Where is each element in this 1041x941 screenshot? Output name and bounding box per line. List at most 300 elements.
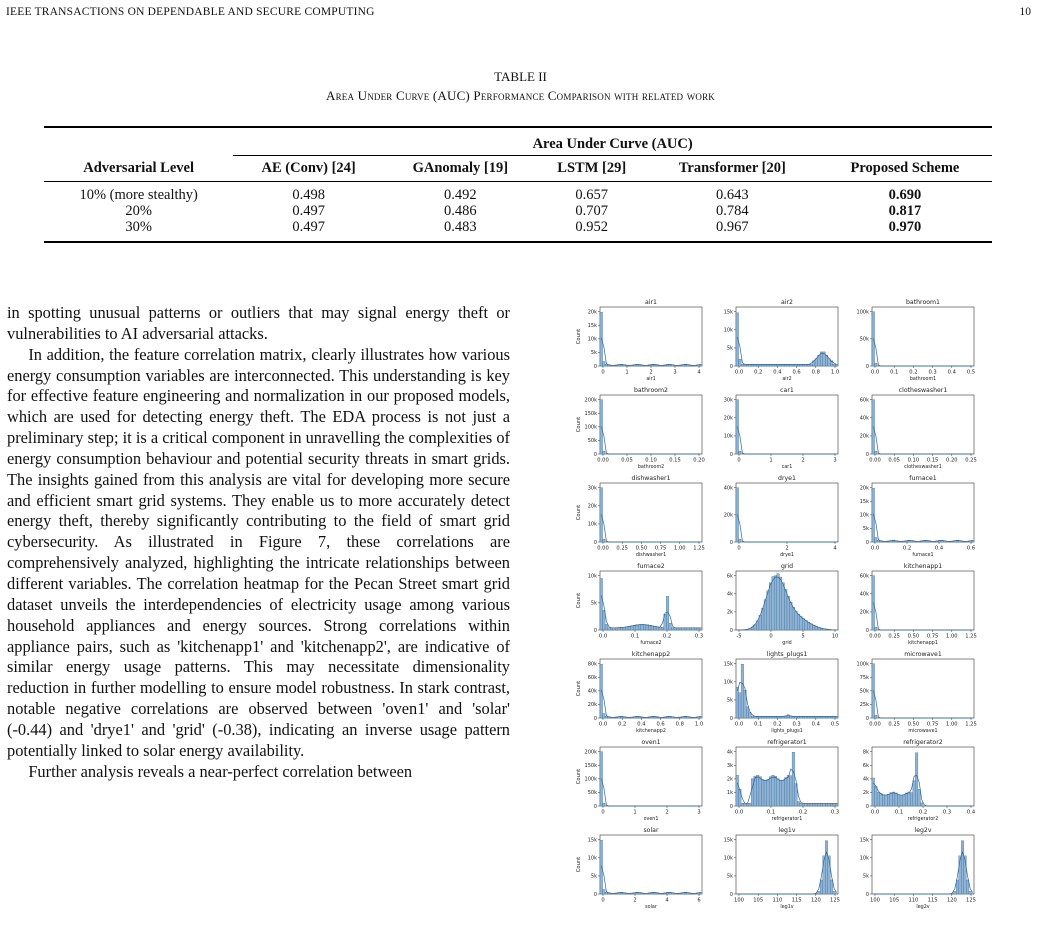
histogram-bar <box>792 607 795 630</box>
y-tick-label: 60k <box>859 397 869 404</box>
y-tick-label: 6k <box>726 573 733 580</box>
histogram-bar <box>880 793 883 806</box>
y-tick-label: 40k <box>859 591 869 598</box>
panel-title: air1 <box>645 299 657 306</box>
histogram-bar <box>782 780 785 806</box>
kde-curve <box>873 690 972 718</box>
histogram-bar <box>800 617 803 630</box>
panel-title: furnace2 <box>637 563 665 570</box>
y-axis-label: Count <box>576 680 582 697</box>
table-row <box>44 219 992 242</box>
panel-title: refrigerator1 <box>767 739 807 746</box>
histogram-bar <box>875 715 878 718</box>
table-cell: 0.690 <box>888 187 922 203</box>
histogram-bar <box>603 714 606 718</box>
x-tick-label: 115 <box>927 897 938 904</box>
x-tick-label: 1.0 <box>694 721 704 728</box>
panel-title: drye1 <box>778 475 796 482</box>
y-tick-label: 4k <box>862 776 869 783</box>
histogram-bar <box>918 789 921 806</box>
x-tick-label: 0.00 <box>597 457 609 464</box>
histogram-bar <box>605 892 608 894</box>
panel-frame <box>600 835 702 894</box>
histogram-bar <box>913 781 916 806</box>
x-tick-label: 4 <box>665 897 669 904</box>
histogram-bar <box>600 840 603 894</box>
histogram-bar <box>767 591 770 630</box>
histogram-bar <box>920 803 923 806</box>
x-axis-label: leg2v <box>916 905 930 910</box>
x-tick-label: 1 <box>633 809 637 816</box>
y-tick-label: 15k <box>859 837 869 844</box>
histogram-bar <box>833 891 836 894</box>
histogram-bar <box>892 792 895 806</box>
histogram-bar <box>600 578 603 630</box>
panel-title: kitchenapp2 <box>631 651 671 658</box>
histogram-bar <box>790 776 793 806</box>
y-tick-label: 0 <box>593 539 597 546</box>
x-tick-label: 1.00 <box>946 721 958 728</box>
x-tick-label: 0.2 <box>773 721 782 728</box>
x-tick-label: 0.2 <box>902 545 912 552</box>
histogram-bar <box>954 891 957 894</box>
y-tick-label: 1k <box>726 790 733 797</box>
y-tick-label: 30k <box>723 397 733 404</box>
x-tick-label: 4 <box>697 369 701 376</box>
x-tick-label: 2 <box>785 545 789 552</box>
x-tick-label: 0.1 <box>630 633 640 640</box>
x-tick-label: 0.0 <box>734 809 744 816</box>
histogram-bar <box>756 775 759 806</box>
histogram-bar <box>882 795 885 806</box>
histogram-bar <box>797 802 800 806</box>
histogram-bar <box>787 775 790 806</box>
histogram-bar <box>782 583 785 630</box>
x-axis-label: solar <box>645 905 657 910</box>
table-row <box>44 182 992 204</box>
histogram-bar <box>908 792 911 806</box>
histogram-bar <box>603 610 606 630</box>
y-tick-label: 20k <box>587 503 597 510</box>
column-header: Proposed Scheme <box>818 156 992 182</box>
histogram-bar <box>767 779 770 806</box>
y-tick-label: 0 <box>865 627 869 634</box>
histogram-bar <box>749 803 752 806</box>
y-tick-label: 20k <box>859 433 869 440</box>
histogram-bar <box>875 627 878 630</box>
y-tick-label: 0 <box>593 627 597 634</box>
panel-title: lights_plugs1 <box>766 651 808 658</box>
x-tick-label: 1 <box>769 457 773 464</box>
histogram-bar <box>895 793 898 806</box>
x-tick-label: 0.6 <box>966 545 976 552</box>
x-tick-label: 0 <box>601 369 605 376</box>
x-tick-label: 110 <box>772 897 783 904</box>
histogram-bar <box>633 625 636 630</box>
x-tick-label: 1.0 <box>830 369 840 376</box>
panel-title: clotheswasher1 <box>898 387 948 394</box>
x-tick-label: 110 <box>908 897 919 904</box>
histogram-bar <box>600 312 603 366</box>
x-axis-label: bathroom2 <box>637 465 665 470</box>
y-tick-label: 10k <box>859 512 869 519</box>
kde-curve <box>873 426 972 454</box>
table-cell: 0.657 <box>575 187 609 203</box>
y-tick-label: 5k <box>862 526 869 533</box>
table-label: TABLE II <box>494 69 547 84</box>
table-cell: 0.483 <box>444 219 477 235</box>
histogram-bar <box>802 619 805 630</box>
histogram-bar <box>800 803 803 806</box>
panel-title: dishwasher1 <box>631 475 671 482</box>
histogram-bar <box>741 664 744 718</box>
x-tick-label: 0.75 <box>926 721 939 728</box>
x-tick-label: 1.25 <box>693 545 705 552</box>
y-tick-label: 20k <box>587 702 597 709</box>
x-tick-label: 10 <box>831 633 839 640</box>
histogram-bar <box>603 451 606 454</box>
panel-frame <box>600 571 702 630</box>
histogram-bar <box>805 620 808 630</box>
y-tick-label: 60k <box>859 573 869 580</box>
histogram-bar <box>875 538 878 542</box>
table-cell: 0.492 <box>444 187 477 203</box>
histogram-bar <box>641 624 644 630</box>
table-cell: 0.486 <box>444 203 477 219</box>
x-tick-label: 120 <box>946 897 957 904</box>
histogram-bar <box>875 451 878 454</box>
x-tick-label: 5 <box>801 633 805 640</box>
x-tick-label: 0.25 <box>616 545 628 552</box>
y-tick-label: 15k <box>859 499 869 506</box>
histogram-bar <box>774 576 777 630</box>
y-tick-label: 20k <box>859 609 869 616</box>
kde-curve <box>601 596 700 628</box>
histogram-bar <box>661 627 664 630</box>
x-tick-label: 0 <box>769 633 773 640</box>
y-tick-label: 0 <box>865 715 869 722</box>
panel-frame <box>872 659 974 718</box>
histogram-bar <box>646 625 649 630</box>
column-header: Transformer [20] <box>647 156 818 182</box>
group-header: Area Under Curve (AUC) <box>233 127 992 156</box>
y-tick-label: 10k <box>723 679 733 686</box>
histogram-bar <box>790 602 793 630</box>
histogram-bar <box>777 779 780 806</box>
histogram-bar <box>603 362 606 366</box>
table-cell: 0.707 <box>575 203 609 219</box>
x-tick-label: 0.4 <box>811 721 820 728</box>
y-tick-label: 0 <box>729 451 733 458</box>
panel-title: car1 <box>780 387 794 394</box>
y-tick-label: 0 <box>593 803 597 810</box>
histogram-bar <box>759 777 762 806</box>
histogram-bar <box>898 795 901 806</box>
histogram-bar <box>736 687 739 718</box>
y-tick-label: 8k <box>862 749 869 756</box>
histogram-bar <box>605 624 608 630</box>
histogram-bar <box>603 890 606 894</box>
x-axis-label: oven1 <box>643 817 659 822</box>
y-axis-label: Count <box>576 856 582 873</box>
x-tick-label: 0.00 <box>869 457 881 464</box>
histogram-bar <box>810 364 813 366</box>
y-tick-label: 10k <box>723 433 733 440</box>
x-tick-label: 0.20 <box>693 457 705 464</box>
y-tick-label: 5k <box>590 350 597 357</box>
table-cell: 0.497 <box>292 219 325 235</box>
x-tick-label: 3 <box>833 457 837 464</box>
y-tick-label: 5k <box>726 873 733 880</box>
y-axis-label: Count <box>576 592 582 609</box>
y-tick-label: 0 <box>593 891 597 898</box>
x-axis-label: refrigerator2 <box>907 817 939 822</box>
x-tick-label: 0.15 <box>669 457 681 464</box>
x-tick-label: 0.20 <box>946 457 958 464</box>
table-cell: 0.952 <box>575 219 609 235</box>
kde-curve <box>601 866 700 894</box>
y-tick-label: 5k <box>726 345 733 352</box>
kde-curve <box>601 426 700 454</box>
kde-curve <box>601 778 700 806</box>
x-axis-label: air2 <box>782 377 792 382</box>
x-axis-label: refrigerator1 <box>771 817 803 822</box>
y-tick-label: 10k <box>723 327 733 334</box>
panel-title: leg2v <box>914 827 932 834</box>
histogram-bar <box>784 716 787 718</box>
x-tick-label: 0.8 <box>811 369 820 376</box>
histogram-bar <box>807 622 810 630</box>
histogram-bar <box>875 363 878 366</box>
x-tick-label: 0.05 <box>888 457 900 464</box>
y-tick-label: 0 <box>865 363 869 370</box>
panel-title: furnace1 <box>909 475 937 482</box>
y-tick-label: 25k <box>859 702 869 709</box>
x-tick-label: 100 <box>870 897 880 904</box>
y-axis-label: Count <box>576 504 582 521</box>
histogram-bar <box>969 891 972 894</box>
histogram-bar <box>833 364 836 366</box>
x-tick-label: 125 <box>830 897 840 904</box>
x-tick-label: 0.00 <box>869 721 881 728</box>
column-header: AE (Conv) [24] <box>233 156 384 182</box>
histogram-bar <box>739 693 742 718</box>
y-tick-label: 100k <box>856 661 869 668</box>
panel-title: oven1 <box>641 739 661 746</box>
x-axis-label: furnace1 <box>912 553 934 558</box>
x-tick-label: 3 <box>697 809 701 816</box>
panel-frame <box>600 747 702 806</box>
y-axis-label: Count <box>576 768 582 785</box>
table-cell: 0.643 <box>716 187 749 203</box>
x-tick-label: -5 <box>736 633 742 640</box>
x-tick-label: 0.1 <box>890 369 899 376</box>
x-tick-label: 0.5 <box>966 369 976 376</box>
y-tick-label: 10k <box>587 855 597 862</box>
histogram-bar <box>779 781 782 806</box>
x-tick-label: 0.3 <box>830 809 840 816</box>
panel-frame <box>872 307 974 366</box>
y-tick-label: 0 <box>593 451 597 458</box>
x-tick-label: 0.2 <box>909 369 918 376</box>
x-tick-label: 0.00 <box>869 633 881 640</box>
x-axis-label: grid <box>782 641 792 646</box>
x-tick-label: 0.0 <box>734 721 744 728</box>
running-header: IEEE TRANSACTIONS ON DEPENDABLE AND SECURE COMPUTING <box>6 6 375 18</box>
x-tick-label: 105 <box>753 897 764 904</box>
x-tick-label: 0.1 <box>894 809 904 816</box>
panel-title: solar <box>643 827 659 834</box>
y-tick-label: 150k <box>584 411 597 418</box>
kde-curve <box>873 338 972 366</box>
y-tick-label: 2k <box>726 609 733 616</box>
column-header: GAnomaly [19] <box>384 156 537 182</box>
histogram-bar <box>741 364 744 366</box>
y-tick-label: 15k <box>587 837 597 844</box>
x-tick-label: 0.1 <box>754 721 763 728</box>
x-axis-label: car1 <box>781 465 793 470</box>
histogram-bar <box>903 795 906 806</box>
x-tick-label: 0.3 <box>942 809 952 816</box>
y-tick-label: 150k <box>584 763 597 770</box>
y-tick-label: 40k <box>723 485 733 492</box>
y-tick-label: 10k <box>587 521 597 528</box>
y-tick-label: 20k <box>723 512 733 519</box>
panel-frame <box>872 571 974 630</box>
y-tick-label: 6k <box>862 763 869 770</box>
y-tick-label: 100k <box>584 424 597 431</box>
x-tick-label: 0.25 <box>888 633 900 640</box>
x-tick-label: 0 <box>601 897 605 904</box>
y-tick-label: 0 <box>865 803 869 810</box>
y-tick-label: 50k <box>587 790 597 797</box>
y-tick-label: 0 <box>729 803 733 810</box>
y-tick-label: 10k <box>587 573 597 580</box>
y-tick-label: 30k <box>587 485 597 492</box>
y-tick-label: 5k <box>862 873 869 880</box>
histogram-bar <box>900 795 903 806</box>
x-tick-label: 0.2 <box>662 633 672 640</box>
y-tick-label: 200k <box>584 397 597 404</box>
table-cell: 0.967 <box>716 219 749 235</box>
y-tick-label: 100k <box>584 776 597 783</box>
y-tick-label: 15k <box>723 661 733 668</box>
y-tick-label: 5k <box>590 873 597 880</box>
x-axis-label: air1 <box>646 377 656 382</box>
histogram-bar <box>872 488 875 542</box>
histogram-bar <box>762 780 765 807</box>
histogram-bar <box>787 596 790 630</box>
paragraph: in spotting unusual patterns or outliers that may signal energy theft or vulnerabilities to AI adversarial attacks. <box>7 303 510 343</box>
histogram-bar <box>751 716 754 718</box>
histogram-bar <box>648 625 651 630</box>
x-tick-label: 1 <box>625 369 629 376</box>
histogram-bar <box>877 540 880 542</box>
histogram-bar <box>603 803 606 806</box>
x-tick-label: 2 <box>649 369 653 376</box>
panel-title: bathroom2 <box>633 387 669 394</box>
y-tick-label: 5k <box>726 697 733 704</box>
histogram-bar <box>777 574 780 630</box>
x-tick-label: 0.50 <box>907 721 920 728</box>
x-tick-label: 0.75 <box>926 633 939 640</box>
x-axis-label: dishwasher1 <box>635 553 667 558</box>
x-tick-label: 0.25 <box>965 457 977 464</box>
histogram-bar <box>795 611 798 630</box>
histogram-bar <box>774 776 777 806</box>
x-tick-label: 0.0 <box>598 721 608 728</box>
panel-frame <box>736 659 838 718</box>
y-tick-label: 50k <box>859 688 869 695</box>
y-tick-label: 80k <box>587 661 597 668</box>
table-cell: 0.784 <box>716 203 749 219</box>
y-tick-label: 0 <box>865 891 869 898</box>
histogram-bar <box>825 841 828 894</box>
histogram-bar <box>671 628 674 630</box>
x-tick-label: 0 <box>737 457 741 464</box>
body-text <box>7 303 510 782</box>
x-tick-label: 0 <box>601 809 605 816</box>
panel-frame <box>600 483 702 542</box>
column-header: Adversarial Level <box>44 156 233 182</box>
kde-curve <box>601 514 700 542</box>
x-tick-label: 1.25 <box>965 633 977 640</box>
y-tick-label: 60k <box>587 675 597 682</box>
histogram-bar <box>905 793 908 806</box>
table-cell: 10% (more stealthy) <box>79 187 198 203</box>
table-row <box>44 203 992 219</box>
x-tick-label: 0.3 <box>928 369 937 376</box>
y-tick-label: 0 <box>729 715 733 722</box>
x-axis-label: lights_plugs1 <box>771 729 803 734</box>
y-tick-label: 40k <box>859 415 869 422</box>
table-cell: 0.817 <box>888 203 922 219</box>
histogram-bar <box>787 715 790 718</box>
histogram-grid-figure <box>570 296 1000 916</box>
kde-curve <box>873 514 972 542</box>
paragraph: Further analysis reveals a near-perfect correlation between <box>28 761 413 781</box>
y-tick-label: 0 <box>729 363 733 370</box>
table-cell: 30% <box>125 219 152 235</box>
y-tick-label: 10k <box>587 336 597 343</box>
x-axis-label: drye1 <box>780 553 794 558</box>
x-tick-label: 120 <box>810 897 821 904</box>
histogram-bar <box>887 794 890 806</box>
x-tick-label: 0.75 <box>654 545 667 552</box>
x-tick-label: 0.25 <box>888 721 900 728</box>
panel-frame <box>600 659 702 718</box>
x-tick-label: 0.50 <box>907 633 920 640</box>
histogram-bar <box>835 364 838 366</box>
y-tick-label: 15k <box>587 323 597 330</box>
y-tick-label: 3k <box>726 763 733 770</box>
x-tick-label: 6 <box>697 897 701 904</box>
x-tick-label: 2 <box>665 809 669 816</box>
histogram-bar <box>915 753 918 806</box>
y-tick-label: 2k <box>726 776 733 783</box>
x-tick-label: 1.00 <box>674 545 686 552</box>
kde-curve <box>737 514 836 542</box>
x-tick-label: 1.25 <box>965 721 977 728</box>
x-tick-label: 4 <box>833 545 837 552</box>
y-tick-label: 20k <box>859 485 869 492</box>
x-tick-label: 0 <box>737 545 741 552</box>
x-tick-label: 0.4 <box>773 369 782 376</box>
histogram-bar <box>772 577 775 631</box>
histogram-bar <box>600 664 603 718</box>
panel-title: grid <box>780 563 794 570</box>
y-tick-label: 0 <box>729 627 733 634</box>
